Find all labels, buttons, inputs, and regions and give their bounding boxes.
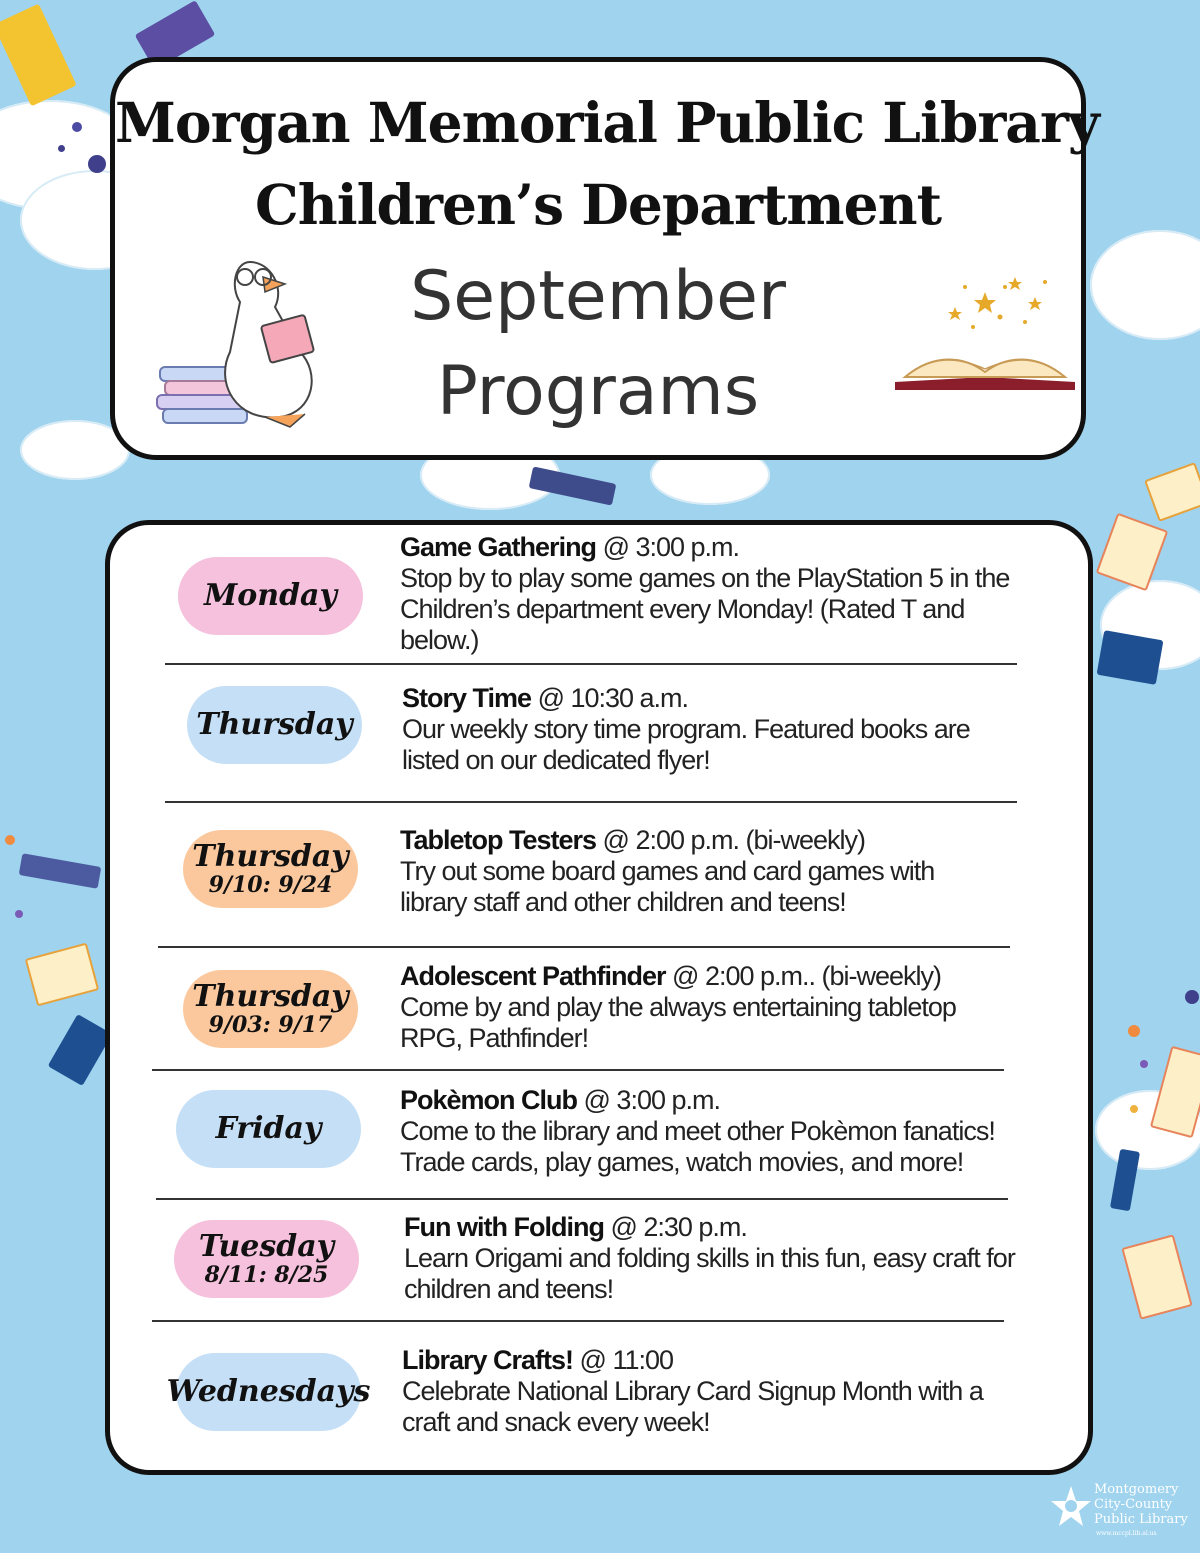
program-time: @ 11:00 [573,1345,674,1375]
dot-decoration [1130,1105,1138,1113]
program-name: Fun with Folding [404,1212,604,1242]
program-name: Story Time [402,683,532,713]
day-label: Thursday [192,839,349,874]
dot-decoration [58,145,65,152]
day-dates: 8/11: 8/25 [204,1262,329,1288]
program-detail-line: Celebrate National Library Card Signup Month with a [402,1376,983,1406]
logo-url: www.mccpl.lib.al.us [1096,1530,1157,1537]
library-star-logo-icon [1050,1484,1092,1534]
row-divider [158,946,1010,948]
program-time: @ 10:30 a.m. [531,683,689,713]
program-detail-line: below.) [400,625,479,655]
goose-reading-icon [155,232,335,432]
day-badge [166,1353,371,1431]
dot-decoration [88,155,106,173]
day-badge [187,686,362,764]
header-card [110,57,1099,460]
program-name: Game Gathering [400,532,597,562]
dot-decoration [1185,990,1199,1004]
book-decoration [48,1014,113,1086]
program-detail-line: Stop by to play some games on the PlayStation 5 in the [400,563,1010,593]
day-label: Thursday [196,707,353,742]
book-decoration [1144,462,1200,522]
day-label: Tuesday [198,1229,335,1264]
open-book-stars-icon [885,272,1085,402]
day-label: Friday [215,1111,322,1146]
program-description [400,961,956,1054]
library-name: Morgan Memorial Public Library [115,90,1099,155]
day-badge [183,830,358,908]
day-label: Wednesdays [166,1374,371,1409]
program-description [400,825,934,918]
day-dates: 9/10: 9/24 [208,872,333,898]
programs-title: Programs [436,352,760,431]
program-name: Adolescent Pathfinder [400,961,666,991]
program-description [400,1085,995,1178]
row-divider [165,663,1017,665]
program-detail-line: library staff and other children and teens! [400,887,846,917]
program-detail-line: listed on our dedicated flyer! [402,745,710,775]
program-time: @ 2:00 p.m.. (bi-weekly) [665,961,942,991]
dot-decoration [1128,1025,1140,1037]
book-decoration [529,466,617,505]
program-detail-line: Try out some board games and card games with [400,856,935,886]
program-name: Pokèmon Club [400,1085,578,1115]
row-divider [156,1198,1008,1200]
program-time: @ 3:00 p.m. [596,532,740,562]
book-decoration [25,943,100,1007]
program-time: @ 3:00 p.m. [577,1085,720,1115]
logo-line-1: Montgomery [1094,1482,1179,1497]
department-name: Children’s Department [255,172,941,237]
dot-decoration [72,122,82,132]
program-description [400,532,1009,656]
cloud-decoration [1090,230,1200,340]
book-decoration [1121,1234,1192,1319]
book-decoration [1097,630,1164,685]
logo-line-2: City-County [1094,1497,1173,1512]
program-detail-line: Learn Origami and folding skills in this fun, easy craft for [404,1243,1015,1273]
program-description [402,683,970,776]
program-detail-line: Trade cards, play games, watch movies, and more! [400,1147,964,1177]
day-badge [178,557,363,635]
library-logo [1048,1478,1198,1548]
book-decoration [19,853,102,889]
program-detail-line: children and teens! [404,1274,614,1304]
dot-decoration [5,835,15,845]
program-detail-line: Come to the library and meet other Pokèmon fanatics! [400,1116,995,1146]
program-detail-line: Our weekly story time program. Featured books are [402,714,970,744]
program-time: @ 2:30 p.m. [603,1212,747,1242]
book-decoration [0,4,77,107]
program-description [402,1345,983,1438]
row-divider [152,1320,1004,1322]
row-divider [165,801,1017,803]
program-detail-line: Come by and play the always entertaining tabletop [400,992,956,1022]
program-detail-line: craft and snack every week! [402,1407,710,1437]
day-badge [174,1220,359,1298]
day-dates: 9/03: 9/17 [208,1012,333,1038]
dot-decoration [1140,1060,1148,1068]
day-label: Thursday [192,979,349,1014]
dot-decoration [15,910,23,918]
day-badge [183,970,358,1048]
program-detail-line: RPG, Pathfinder! [400,1023,589,1053]
program-name: Library Crafts! [402,1345,574,1375]
program-detail-line: Children’s department every Monday! (Rated T and [400,594,965,624]
program-time: @ 2:00 p.m. (bi-weekly) [596,825,866,855]
month-title: September [410,257,786,336]
day-badge [176,1090,361,1168]
logo-line-3: Public Library [1094,1512,1188,1527]
day-label: Monday [204,578,337,613]
row-divider [152,1069,1004,1071]
program-name: Tabletop Testers [400,825,597,855]
program-description [404,1212,1015,1305]
